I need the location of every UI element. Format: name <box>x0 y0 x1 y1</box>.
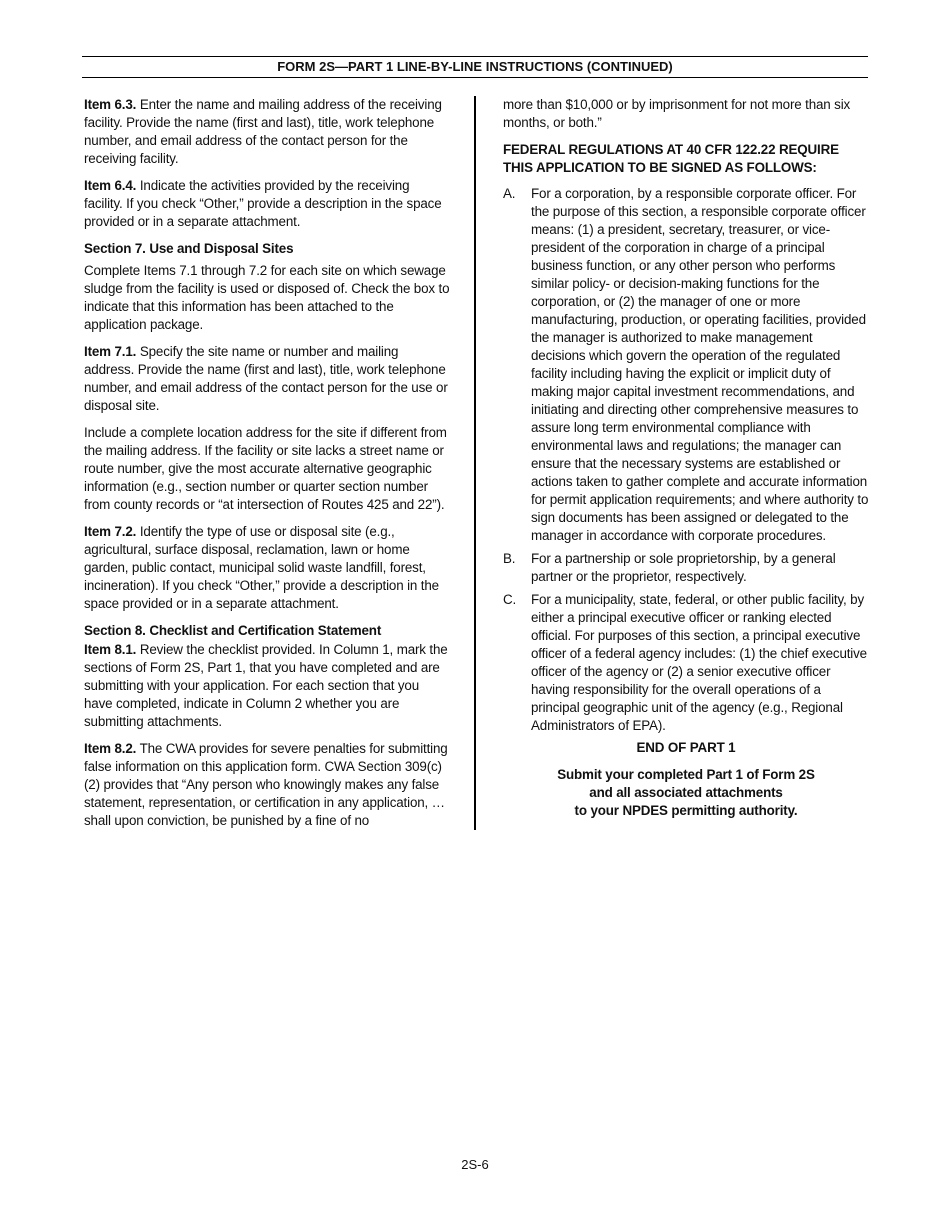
item-6-3-text: Enter the name and mailing address of the receiving facility. Provide the name (first and last), title, work telephone number, and email address of the contact person for the receiving facility. <box>84 97 442 166</box>
signature-item-letter: C. <box>503 592 517 607</box>
item-7-1-location: Include a complete location address for the site if different from the mailing address. If the facility or site lacks a street name or route number, give the most accurate alternative geographic information (e.g., section number or quarter section number from county records or “at intersection of Routes 425 and 22”). <box>84 425 447 512</box>
signature-item-text: For a corporation, by a responsible corporate officer. For the purpose of this section, a responsible corporate officer means: (1) a president, secretary, treasurer, or vice-president of the corporation in charge of a principal business function, or any other person who performs similar policy- or decision-making functions for the corporation, or (2) the manager of one or more manufacturing, production, or operating facilities, provided the manager is authorized to make management decisions which govern the operation of the regulated facility including having the explicit or implicit duty of making major capital investment recommendations, and initiating and directing other comprehensive measures to assure long term environmental compliance with environmental laws and regulations; the manager can ensure that the necessary systems are established or actions taken to gather complete and accurate information for permit application requirements; and where authority to sign documents has been assigned or delegated to the manager in accordance with corporate procedures. <box>531 186 869 543</box>
submit-line: Submit your completed Part 1 of Form 2S <box>557 767 815 782</box>
item-7-1-text: Specify the site name or number and mailing address. Provide the name (first and last), title, work telephone number, and email address of the contact person for the use or disposal site. <box>84 344 448 413</box>
item-6-3 <box>84 96 450 168</box>
item-8-1 <box>84 641 450 731</box>
item-7-1 <box>84 343 450 415</box>
item-8-2-text: The CWA provides for severe penalties for submitting false information on this application form. CWA Section 309(c)(2) provides that “Any person who knowingly makes any false statement, representation, or certification in any application, …shall upon conviction, be punished by a fine of no <box>84 741 448 828</box>
item-8-1-text: Review the checklist provided. In Column 1, mark the sections of Form 2S, Part 1, that you have completed and are submitting with your application. For each section that you have completed, indicate in Column 2 whether you are submitting attachments. <box>84 642 448 729</box>
item-7-1-label: Item 7.1. <box>84 344 137 359</box>
item-8-2-label: Item 8.2. <box>84 741 137 756</box>
item-8-1-label: Item 8.1. <box>84 642 137 657</box>
right-column <box>503 96 869 820</box>
item-6-4 <box>84 177 450 231</box>
column-divider <box>474 96 476 830</box>
item-8-2 <box>84 740 450 830</box>
signature-item-b <box>503 550 869 586</box>
item-6-4-label: Item 6.4. <box>84 178 137 193</box>
signature-item-a <box>503 185 869 545</box>
item-7-2-label: Item 7.2. <box>84 524 137 539</box>
signature-item-c <box>503 591 869 735</box>
section-7-heading: Section 7. Use and Disposal Sites <box>84 241 294 256</box>
item-8-2-continuation: more than $10,000 or by imprisonment for not more than six months, or both.” <box>503 97 851 130</box>
signature-item-text: For a municipality, state, federal, or other public facility, by either a principal executive officer or ranking elected official. For purposes of this section, a principal executive officer of a federal agency includes: (1) the chief executive officer of the agency or (2) a senior executive officer having responsibility for the overall operations of a principal geographic unit of the agency (e.g., Regional Administrators of EPA). <box>531 592 867 733</box>
page-header <box>82 56 868 78</box>
page-number: 2S-6 <box>461 1157 489 1172</box>
item-7-2-text: Identify the type of use or disposal site (e.g., agricultural, surface disposal, reclamation, lawn or home garden, public contact, municipal solid waste landfill, forest, incineration). If you check “Other,” provide a description in the space provided or in a separate attachment. <box>84 524 439 611</box>
end-of-part: END OF PART 1 <box>636 740 736 755</box>
signature-item-text: For a partnership or sole proprietorship, by a general partner or the proprietor, respectively. <box>531 551 836 584</box>
submit-line: to your NPDES permitting authority. <box>574 803 798 818</box>
item-6-4-text: Indicate the activities provided by the receiving facility. If you check “Other,” provide a description in the space provided or in a separate attachment. <box>84 178 442 229</box>
submit-instructions <box>503 766 869 820</box>
section-7-text: Complete Items 7.1 through 7.2 for each site on which sewage sludge from the facility is used or disposed of. Check the box to indicate that this information has been attached to the application package. <box>84 263 450 332</box>
item-7-2 <box>84 523 450 613</box>
signature-item-letter: A. <box>503 186 516 201</box>
page-title: FORM 2S—PART 1 LINE-BY-LINE INSTRUCTIONS (CONTINUED) <box>277 59 673 74</box>
section-8-heading: Section 8. Checklist and Certification Statement <box>84 623 382 638</box>
left-column <box>84 96 450 839</box>
submit-line: and all associated attachments <box>589 785 783 800</box>
item-6-3-label: Item 6.3. <box>84 97 137 112</box>
signature-item-letter: B. <box>503 551 516 566</box>
regulations-heading: FEDERAL REGULATIONS AT 40 CFR 122.22 REQUIRE THIS APPLICATION TO BE SIGNED AS FOLLOWS: <box>503 142 839 175</box>
